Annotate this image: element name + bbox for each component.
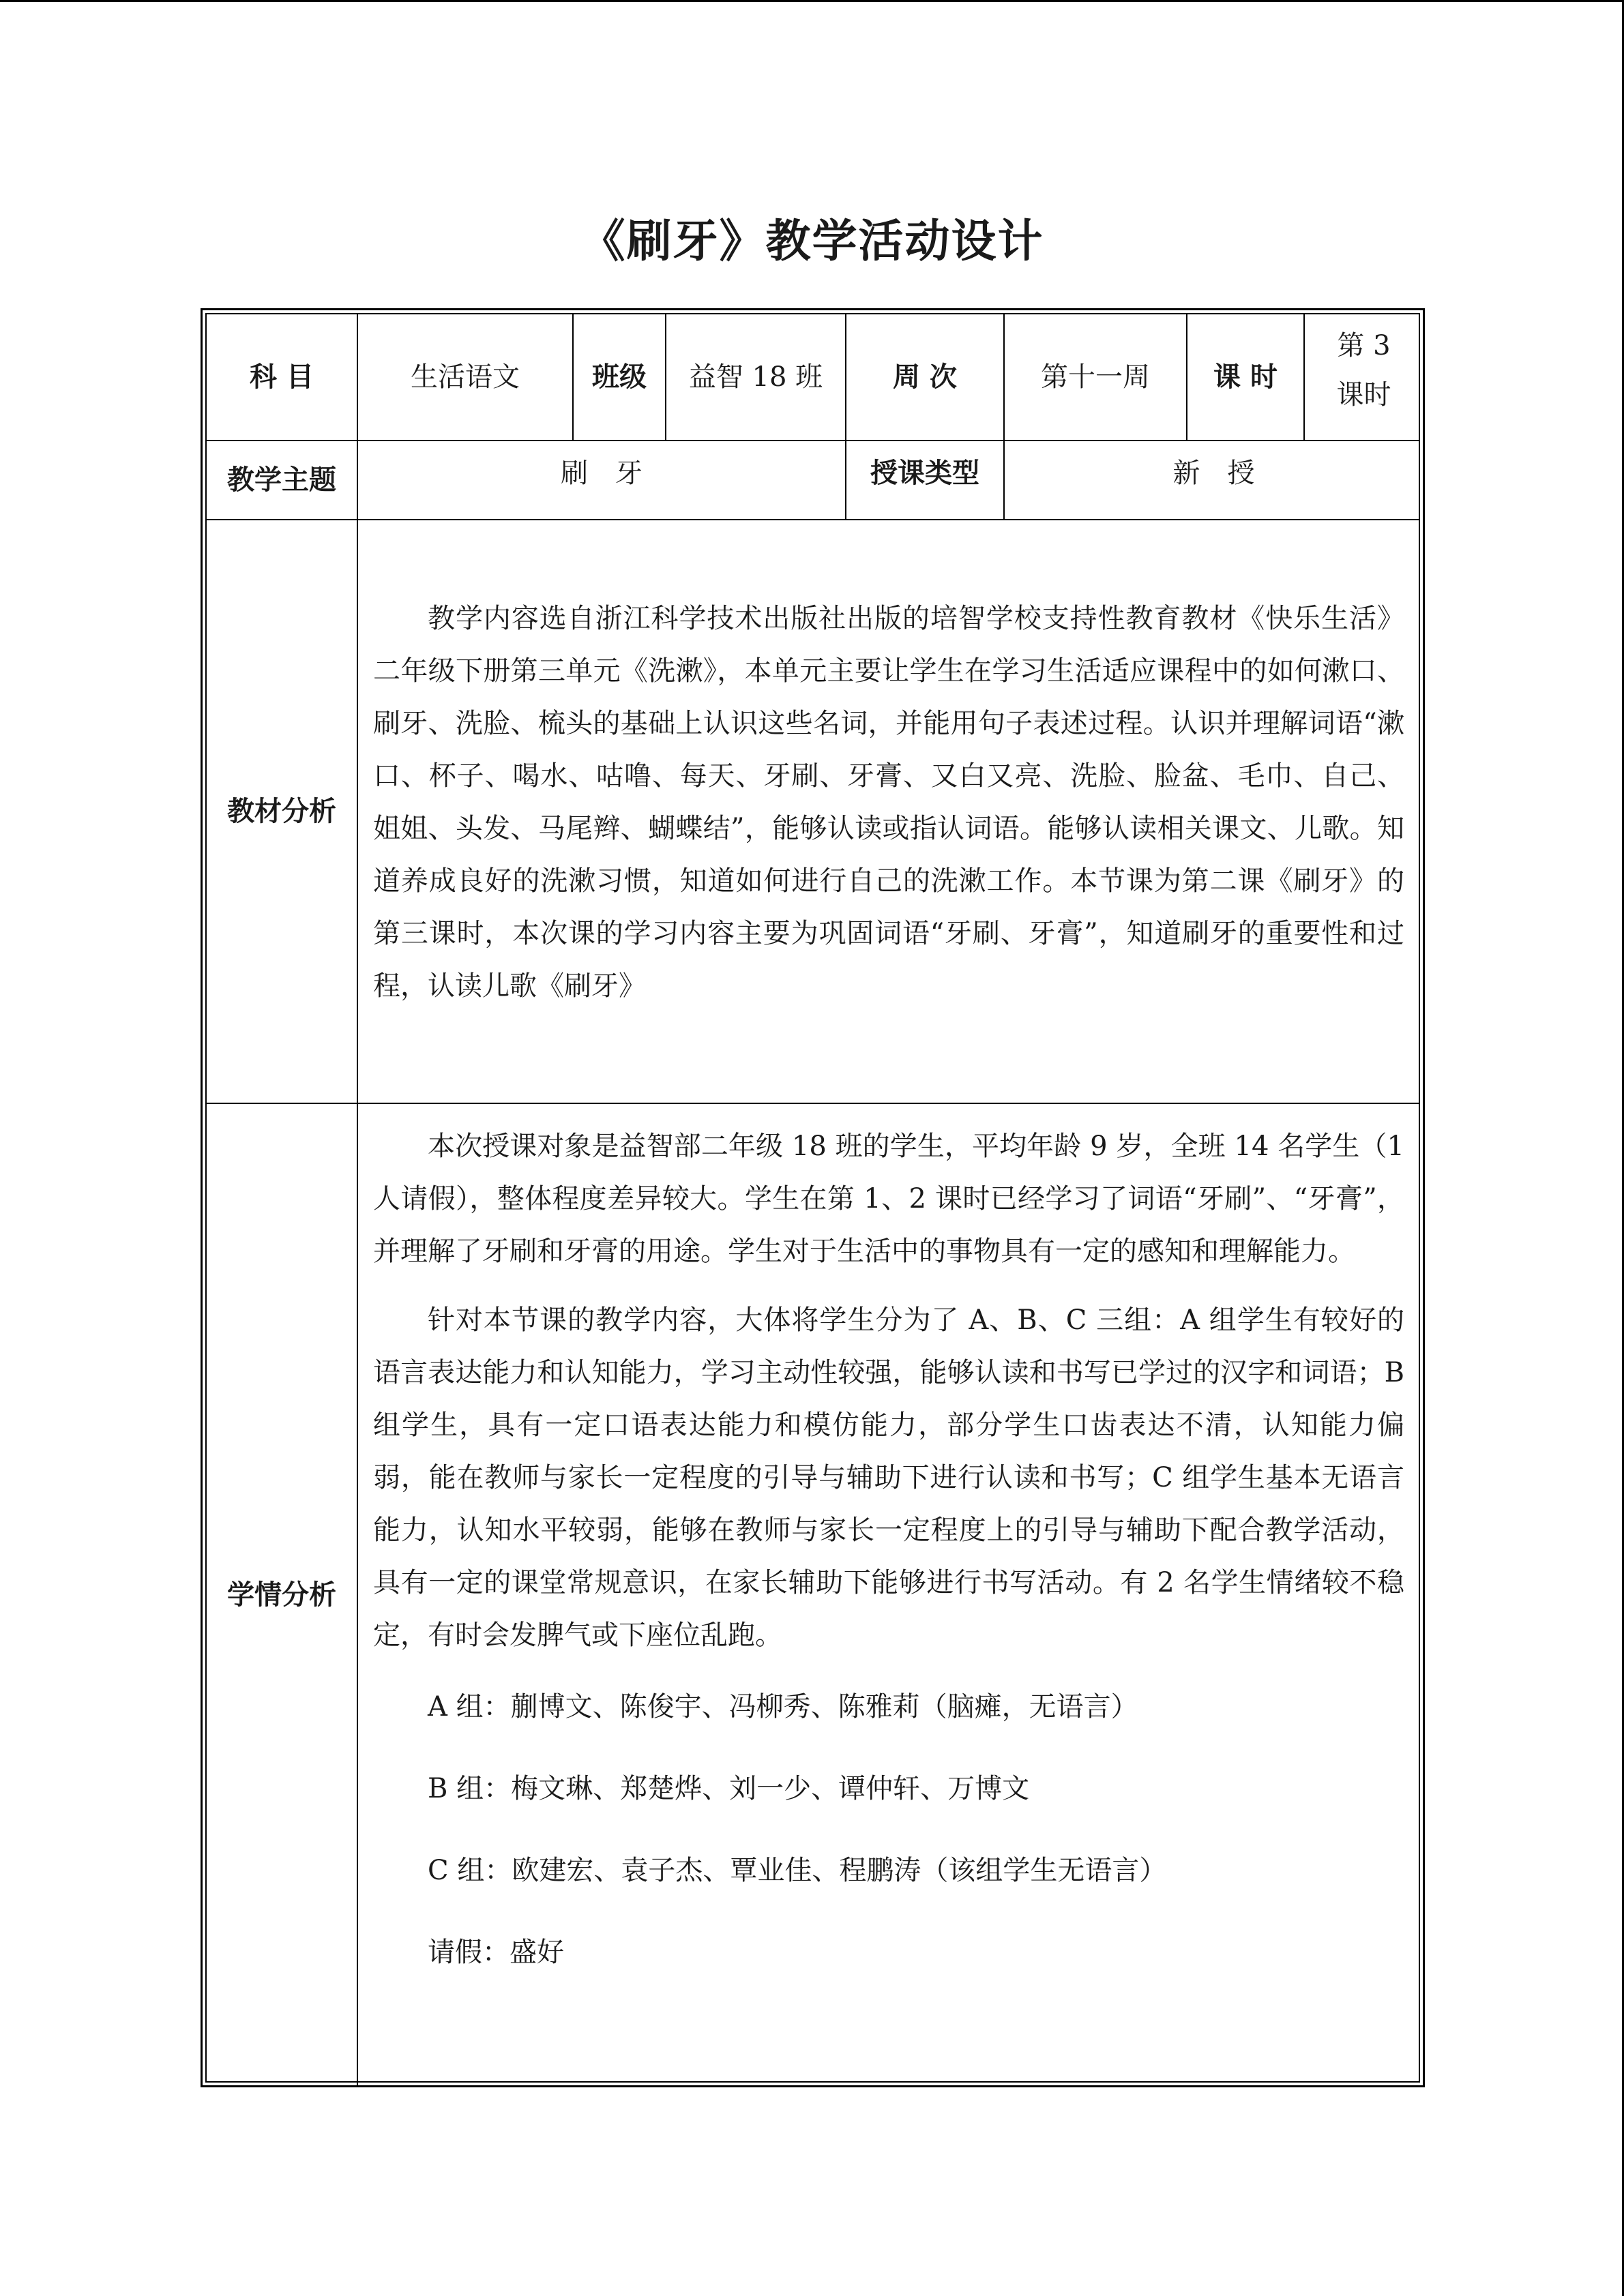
page-top-border	[0, 0, 1624, 2]
absent-list: 请假：盛好	[428, 1937, 564, 1968]
week-value: 第十一周	[1041, 361, 1150, 393]
row-divider-3	[207, 1103, 1419, 1104]
student-groups	[373, 1686, 1404, 1973]
subject-label: 科 目	[250, 361, 314, 393]
class-value: 益智 18 班	[688, 361, 823, 393]
learner-paragraph-2: 针对本节课的教学内容，大体将学生分为了 A、B、C 三组：A 组学生有较好的语言表达能力和认知能力，学习主动性较强，能够认读和书写已学过的汉字和词语；B 组学生，具有一定口语表达能力和模仿能力，部分学生口齿表达不清，认知能力偏弱，能在教师与家长一定程度的引导与辅助下进行认读和书写；C 组学生基本无语言能力，认知水平较弱，能够在教师与家长一定程度上的引导与辅助下配合教学活动，具有一定的课堂常规意识，在家长辅助下能够进行书写活动。有 2 名学生情绪较不稳定，有时会发脾气或下座位乱跑。	[373, 1304, 1404, 1651]
group-b-list: B 组：梅文琳、郑楚烨、刘一少、谭仲轩、万博文	[428, 1773, 1030, 1804]
learner-analysis-label: 学情分析	[227, 1579, 336, 1611]
document-title: 《刷牙》教学活动设计	[580, 215, 1044, 267]
material-analysis-text: 教学内容选自浙江科学技术出版社出版的培智学校支持性教育教材《快乐生活》二年级下册第三单元《洗漱》，本单元主要让学生在学习生活适应课程中的如何漱口、刷牙、洗脸、梳头的基础上认识这些名词，并能用句子表述过程。认识并理解词语“漱口、杯子、喝水、咕噜、每天、牙刷、牙膏、又白又亮、洗脸、脸盆、毛巾、自己、姐姐、头发、马尾辫、蝴蝶结”，能够认读或指认词语。能够认读相关课文、儿歌。知道养成良好的洗漱习惯，知道如何进行自己的洗漱工作。本节课为第二课《刷牙》的第三课时，本次课的学习内容主要为巩固词语“牙刷、牙膏”，知道刷牙的重要性和过程，认读儿歌《刷牙》	[373, 603, 1404, 1002]
topic-label: 教学主题	[227, 464, 336, 496]
group-c-list: C 组：欧建宏、袁子杰、覃业佳、程鹏涛（该组学生无语言）	[428, 1855, 1167, 1886]
table-grid	[205, 313, 1420, 2083]
topic-value: 刷 牙	[561, 458, 643, 489]
lesson-plan-table	[201, 308, 1425, 2087]
learner-analysis-section	[373, 1120, 1404, 1973]
class-label: 班级	[592, 361, 647, 393]
label-column-divider	[357, 314, 358, 2085]
material-analysis-section	[373, 593, 1404, 1013]
group-a-list: A 组：蒯博文、陈俊宇、冯柳秀、陈雅莉（脑瘫，无语言）	[428, 1691, 1138, 1723]
week-label: 周 次	[893, 361, 957, 393]
lesson-type-label: 授课类型	[870, 458, 979, 489]
subject-value: 生活语文	[411, 361, 520, 393]
material-analysis-label: 教材分析	[227, 796, 336, 827]
period-value: 第 3 课时	[1336, 330, 1391, 411]
learner-paragraph-1: 本次授课对象是益智部二年级 18 班的学生，平均年龄 9 岁，全班 14 名学生（1 人请假），整体程度差异较大。学生在第 1、2 课时已经学习了词语“牙刷”、“牙膏”，并理解了牙刷和牙膏的用途。学生对于生活中的事物具有一定的感知和理解能力。	[373, 1131, 1404, 1267]
period-label: 课 时	[1213, 361, 1278, 393]
lesson-type-value: 新 授	[1172, 458, 1255, 489]
row-divider-2	[207, 519, 1419, 520]
